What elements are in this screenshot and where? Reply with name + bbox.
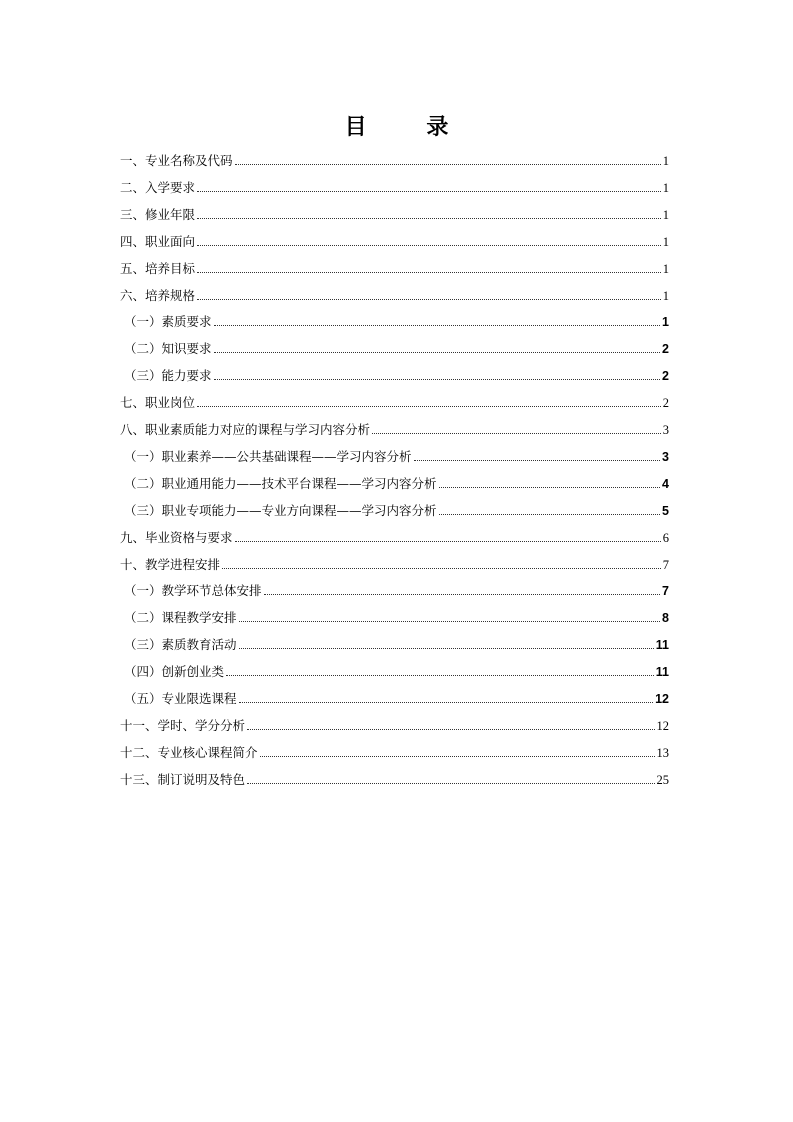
toc-entry-title: 五、培养目标 — [120, 260, 196, 276]
toc-entry[interactable] — [120, 199, 669, 223]
toc-leader-dots — [197, 217, 661, 219]
toc-entry[interactable] — [120, 549, 669, 573]
toc-page-number: 1 — [662, 180, 669, 195]
toc-entry[interactable] — [120, 253, 669, 277]
toc-page-number: 2 — [662, 369, 669, 384]
toc-leader-dots — [197, 190, 661, 192]
toc-entry-title: 二、入学要求 — [120, 179, 196, 195]
toc-leader-dots — [239, 701, 654, 703]
toc-entry-title: 十二、专业核心课程简介 — [120, 744, 258, 760]
toc-leader-dots — [235, 163, 661, 165]
toc-page-number: 8 — [662, 611, 669, 626]
toc-entry-title: 七、职业岗位 — [120, 395, 196, 411]
toc-leader-dots — [197, 405, 661, 407]
toc-entry-title: 十一、学时、学分分析 — [120, 717, 246, 733]
toc-leader-dots — [214, 324, 661, 326]
toc-entry-title: 一、专业名称及代码 — [120, 153, 233, 168]
toc-entry[interactable] — [120, 414, 669, 438]
toc-entry[interactable] — [124, 333, 669, 357]
toc-entry-title: 十三、制订说明及特色 — [120, 771, 246, 787]
toc-page-number: 12 — [656, 718, 669, 733]
toc-entry[interactable] — [124, 575, 669, 599]
toc-entry[interactable] — [124, 441, 669, 465]
toc-entry-title: 六、培养规格 — [120, 287, 196, 303]
toc-leader-dots — [222, 567, 661, 569]
toc-leader-dots — [235, 540, 661, 542]
toc-leader-dots — [226, 674, 654, 676]
toc-entry-title: （二）职业通用能力——技术平台课程——学习内容分析 — [124, 475, 437, 491]
toc-entry[interactable] — [120, 145, 669, 169]
toc-entry[interactable] — [120, 764, 669, 788]
toc-page-number: 2 — [662, 396, 669, 411]
toc-entry-title: （五）专业限选课程 — [124, 691, 237, 706]
toc-leader-dots — [239, 620, 661, 622]
toc-page-number: 1 — [662, 288, 669, 303]
toc-page-number: 4 — [662, 476, 669, 491]
toc-entry[interactable] — [120, 737, 669, 761]
toc-page-number: 1 — [662, 315, 669, 330]
page-title: 目 录 — [344, 115, 475, 140]
toc-entry-title: （三）素质教育活动 — [124, 637, 237, 653]
toc-leader-dots — [439, 486, 661, 488]
toc-entry[interactable] — [120, 172, 669, 196]
toc-entry[interactable] — [120, 710, 669, 734]
toc-leader-dots — [197, 244, 661, 246]
toc-leader-dots — [247, 728, 654, 730]
toc-entry-title: （三）职业专项能力——专业方向课程——学习内容分析 — [124, 502, 437, 518]
toc-entry-title: （一）职业素养——公共基础课程——学习内容分析 — [124, 448, 412, 464]
toc-leader-dots — [260, 755, 655, 757]
toc-page-number: 2 — [662, 342, 669, 357]
toc-entry-title: 十、教学进程安排 — [120, 556, 221, 572]
toc-page-number: 1 — [662, 234, 669, 249]
toc-page-number: 3 — [662, 449, 669, 464]
toc-entry-title: （二）课程教学安排 — [124, 610, 237, 626]
toc-entry[interactable] — [124, 683, 669, 707]
toc-page-number: 1 — [662, 207, 669, 222]
toc-entry-title: （一）素质要求 — [124, 314, 212, 330]
toc-page-number: 25 — [656, 772, 669, 787]
toc-page-number: 1 — [662, 154, 669, 168]
toc-leader-dots — [264, 593, 661, 595]
toc-entry[interactable] — [124, 629, 669, 653]
toc-entry[interactable] — [124, 306, 669, 330]
toc-entry[interactable] — [120, 387, 669, 411]
toc-page-number: 7 — [662, 584, 669, 599]
toc-leader-dots — [414, 459, 661, 461]
toc-page-number: 5 — [662, 503, 669, 518]
toc-entry[interactable] — [124, 360, 669, 384]
toc-page-number: 13 — [656, 745, 669, 760]
toc-entry-title: （四）创新创业类 — [124, 664, 225, 680]
toc-leader-dots — [197, 298, 661, 300]
toc-page-number: 11 — [655, 638, 669, 653]
toc-entry-title: 三、修业年限 — [120, 206, 196, 222]
toc-entry[interactable] — [120, 522, 669, 546]
toc-entry-title: （三）能力要求 — [124, 368, 212, 384]
toc-leader-dots — [239, 647, 654, 649]
toc-leader-dots — [439, 513, 661, 515]
toc-leader-dots — [247, 782, 654, 784]
toc-entry-title: 九、毕业资格与要求 — [120, 529, 233, 545]
toc-entry[interactable] — [124, 656, 669, 680]
toc-page-number: 3 — [662, 423, 669, 437]
toc-page-number: 12 — [655, 692, 669, 706]
toc-page-number: 1 — [662, 261, 669, 276]
toc-entry[interactable] — [120, 226, 669, 250]
toc-page-number: 6 — [662, 530, 669, 545]
toc-entry-title: 八、职业素质能力对应的课程与学习内容分析 — [120, 422, 371, 437]
toc-leader-dots — [372, 432, 661, 434]
toc-page-number: 7 — [662, 557, 669, 572]
toc-leader-dots — [197, 271, 661, 273]
toc-entry[interactable] — [120, 280, 669, 304]
toc-entry[interactable] — [124, 602, 669, 626]
toc-entry-title: 四、职业面向 — [120, 233, 196, 249]
toc-entry[interactable] — [124, 468, 669, 492]
toc-entry-title: （一）教学环节总体安排 — [124, 583, 262, 599]
toc-leader-dots — [214, 378, 661, 380]
toc-leader-dots — [214, 351, 661, 353]
toc-page-number: 11 — [655, 665, 669, 680]
toc-entry[interactable] — [124, 495, 669, 519]
toc-entry-title: （二）知识要求 — [124, 341, 212, 357]
